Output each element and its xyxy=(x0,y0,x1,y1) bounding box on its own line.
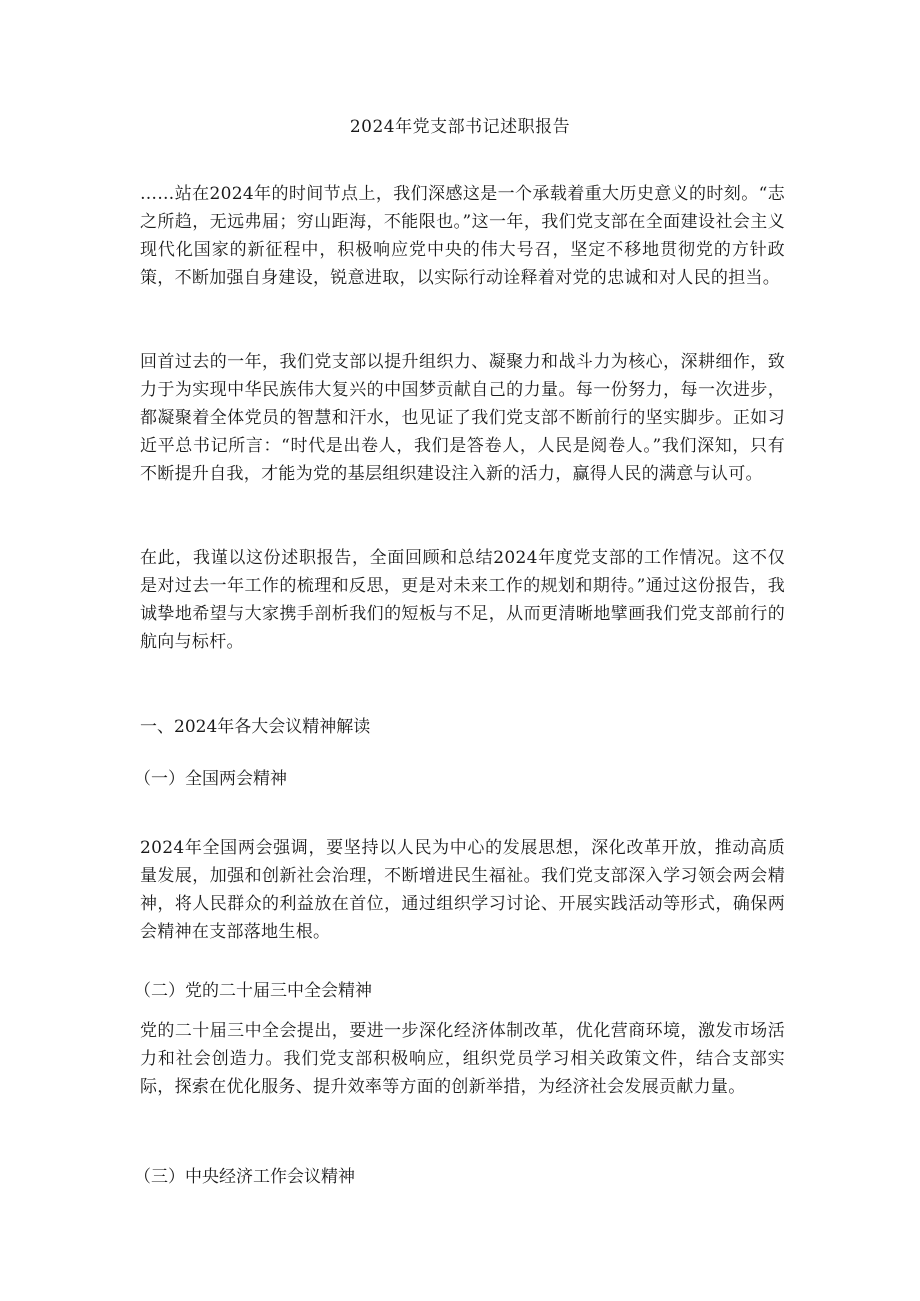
subsection-heading-2: （二）党的二十届三中全会精神 xyxy=(134,981,372,1001)
subsection-heading-1: （一）全国两会精神 xyxy=(134,769,287,789)
section-heading-1: 一、2024年各大会议精神解读 xyxy=(140,717,371,737)
intro-paragraph-2: 回首过去的一年，我们党支部以提升组织力、凝聚力和战斗力为核心，深耕细作，致力于为实现中华民族伟大复兴的中国梦贡献自己的力量。每一份努力，每一次进步，都凝聚着全体党员的智慧和汗水，也见证了我们党支部不断前行的坚实脚步。正如习近平总书记所言：“时代是出卷人，我们是答卷人，人民是阅卷人。”我们深知，只有不断提升自我，才能为党的基层组织建设注入新的活力，赢得人民的满意与认可。 xyxy=(140,352,785,484)
intro-paragraph-1: ……站在2024年的时间节点上，我们深感这是一个承载着重大历史意义的时刻。“志之所趋，无远弗届；穷山距海，不能限也。”这一年，我们党支部在全面建设社会主义现代化国家的新征程中，积极响应党中央的伟大号召，坚定不移地贯彻党的方针政策，不断加强自身建设，锐意进取，以实际行动诠释着对党的忠诚和对人民的担当。 xyxy=(140,184,785,288)
subsection-body-2: 党的二十届三中全会提出，要进一步深化经济体制改革，优化营商环境，激发市场活力和社会创造力。我们党支部积极响应，组织党员学习相关政策文件，结合支部实际，探索在优化服务、提升效率等方面的创新举措，为经济社会发展贡献力量。 xyxy=(140,1021,785,1097)
document-title: 2024年党支部书记述职报告 xyxy=(349,117,571,137)
subsection-body-1: 2024年全国两会强调，要坚持以人民为中心的发展思想，深化改革开放，推动高质量发展，加强和创新社会治理，不断增进民生福祉。我们党支部深入学习领会两会精神，将人民群众的利益放在首位，通过组织学习讨论、开展实践活动等形式，确保两会精神在支部落地生根。 xyxy=(140,838,785,942)
intro-paragraph-3: 在此，我谨以这份述职报告，全面回顾和总结2024年度党支部的工作情况。这不仅是对过去一年工作的梳理和反思，更是对未来工作的规划和期待。”通过这份报告，我诚挚地希望与大家携手剖析我们的短板与不足，从而更清晰地擘画我们党支部前行的航向与标杆。 xyxy=(140,548,785,652)
subsection-heading-3: （三）中央经济工作会议精神 xyxy=(134,1167,355,1187)
